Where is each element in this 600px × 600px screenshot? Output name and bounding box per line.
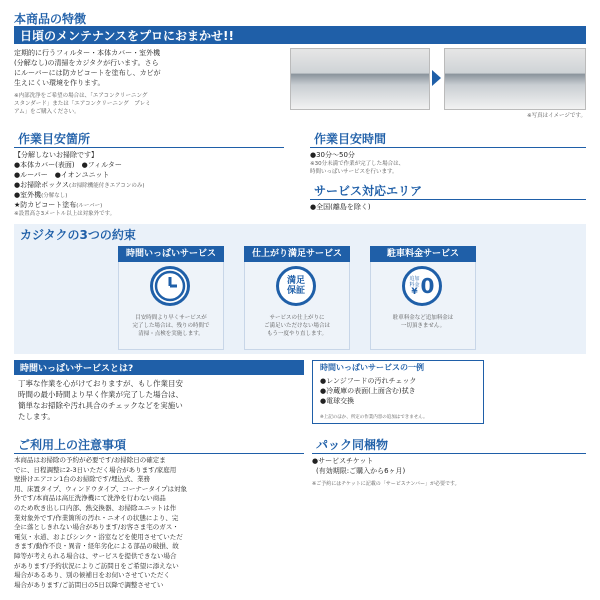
features-note-line: アム」をご購入ください。 <box>14 109 80 115</box>
features-desc-line: (分解なし)の清掃をカジタクが行います。さら <box>14 59 159 67</box>
notes-line: 本商品はお掃除の予約が必要です/お掃除日の確定ま <box>14 456 166 464</box>
notes-line: があります/予約状況によりご訪問日をご希望に添えない <box>14 561 179 570</box>
desc-line: 駐車料金など追加料金は <box>392 315 454 321</box>
areas-item-note: (ルーバー) <box>76 203 103 209</box>
example-item: ●レンジフードの汚れチェック <box>320 377 417 385</box>
time-note: ※30分未満で作業が完了した場合は、 <box>310 161 405 167</box>
time-block <box>310 150 586 176</box>
example-item: ●冷蔵庫の表面(上面含む)拭き <box>320 387 416 395</box>
aircon-photo-after <box>444 48 586 110</box>
full-time-heading: 時間いっぱいサービスとは? <box>20 364 134 374</box>
areas-install-note: ※設置高さ3メートル以上は対象外です。 <box>14 211 116 217</box>
areas-item <box>14 190 294 200</box>
photo-arrow-icon <box>432 70 441 86</box>
notes-body <box>14 456 306 590</box>
service-area-value: ●全国(離島を除く) <box>310 203 371 211</box>
desc-line: たします。 <box>18 412 55 421</box>
features-desc-line: 定期的に行うフィルター・本体カバー・室外機 <box>14 49 161 57</box>
areas-heading: 作業目安箇所 <box>14 130 284 148</box>
example-note: ※上記のほか、所定の作業内容の追加はできません。 <box>320 415 428 420</box>
desc-line: 完了した場合は、残りの時間で <box>132 323 210 329</box>
desc-line: サービスの仕上がりに <box>269 315 325 321</box>
notes-line: 電気・水道、およびシンク・浴室などを使用させていただ <box>14 532 183 541</box>
promise-card-title: 仕上がり満足サービス <box>244 246 350 262</box>
desc-line: 一切頂きません。 <box>400 323 446 329</box>
areas-subheading: 【分解しないお掃除です】 <box>14 151 98 159</box>
yen-zero-badge-icon <box>402 266 442 306</box>
promise-card-desc <box>118 314 224 338</box>
desc-line: 目安時間より早くサービスが <box>135 315 207 321</box>
notes-line: 場合があるあり、別の候補日をお伺いさせていただく <box>14 571 170 580</box>
example-item: ●電球交換 <box>320 397 355 405</box>
features-desc <box>14 48 284 88</box>
package-item: (有効期限:ご購入から6ヶ月) <box>316 467 406 475</box>
notes-heading: ご利用上の注意事項 <box>14 436 304 454</box>
desc-line: 簡単なお掃除や汚れ具合のチェックなどを実施い <box>18 401 183 410</box>
package-heading: パック同梱物 <box>312 436 586 454</box>
desc-line: 時間の最小時間より早く作業が完了した場合は、 <box>18 390 183 399</box>
service-area-heading: サービス対応エリア <box>310 182 586 200</box>
features-note-line: スタンダード」または「エアコンクリーニング プレミ <box>14 101 151 107</box>
notes-line: 用、床置タイプ、ウィンドウタイプ、コーナータイプは対象 <box>14 484 188 493</box>
notes-line: でに、日程調整に2-3日いただく場合があります/家庭用 <box>14 465 177 474</box>
desc-line: 丁寧な作業を心がけておりますが、もし作業目安 <box>18 379 183 388</box>
desc-line: もう一度やり直します。 <box>266 331 328 337</box>
areas-item-note: (お掃除機能付きエアコンのみ) <box>69 183 145 189</box>
photo-caption: ※写真はイメージです。 <box>526 113 586 119</box>
features-desc-line: にルーバーには防カビコートを塗布し、カビが <box>14 69 161 77</box>
promise-heading: カジタクの3つの約束 <box>20 228 136 242</box>
areas-item: ●本体カバー(表面) ●フィルター <box>14 161 122 169</box>
desc-line: 清掃・点検を実施します。 <box>138 331 204 337</box>
notes-line: 場合があります/ご訪問日の5日以降で調整させてい <box>14 580 164 589</box>
notes-line: きます/動作不良・異音・経年劣化による部品の破損、故 <box>14 542 179 551</box>
package-note: ※ご予約にはチケットに記載の「サービスナンバー」が必要です。 <box>312 481 460 487</box>
package-list <box>312 456 586 476</box>
notes-line: 壁掛けエアコン1台のお掃除です/埋込式、業務 <box>14 475 151 484</box>
promise-card-title: 駐車料金サービス <box>370 246 476 262</box>
desc-line: ご満足いただけない場合は <box>263 323 330 329</box>
areas-item-note: (分解なし) <box>41 193 68 199</box>
features-catch-bar <box>14 26 586 44</box>
features-catch: 日頃のメンテナンスをプロにおまかせ!! <box>20 28 234 43</box>
areas-item-label: ●室外機 <box>14 191 42 199</box>
areas-item <box>14 200 294 210</box>
badge-small-bottom: 料金 <box>409 281 420 288</box>
areas-item <box>14 180 294 190</box>
badge-yen: ¥ <box>411 286 418 297</box>
features-heading: 本商品の特徴 <box>14 12 87 26</box>
areas-item-label: ●お掃除ボックス <box>14 181 70 189</box>
example-heading: 時間いっぱいサービスの一例 <box>320 363 424 372</box>
full-time-desc <box>18 378 308 422</box>
features-note-line: ※内部洗浄をご希望の場合は、「エアコンクリーニング <box>14 93 148 99</box>
notes-line: 外です/本商品は高圧洗浄機にて洗浄を行わない商品 <box>14 494 166 503</box>
notes-line: のため吹き出し口内部、熱交換器、お掃除ユニットは作 <box>14 503 177 512</box>
clock-icon <box>150 266 190 306</box>
example-list <box>320 376 490 406</box>
promise-card-desc <box>244 314 350 338</box>
promise-card-title: 時間いっぱいサービス <box>118 246 224 262</box>
badge-bottom: 保証 <box>286 286 305 296</box>
badge-top: 満足 <box>286 276 305 286</box>
time-value: ●30分～50分 <box>310 151 355 159</box>
notes-line: 業対象外です/作業箇所の汚れ・ニオイの状態により、完 <box>14 513 179 522</box>
badge-small-top: 追加 <box>409 275 420 282</box>
features-note <box>14 92 284 116</box>
notes-line: 全に落としきれない場合があります/お客さま宅のガス・ <box>14 523 179 532</box>
areas-item: ●ルーバー ●イオンユニット <box>14 171 110 179</box>
areas-list <box>14 150 294 218</box>
time-heading: 作業目安時間 <box>310 130 586 148</box>
time-note: 時間いっぱいサービスを行います。 <box>310 169 398 175</box>
aircon-photo-before <box>290 48 430 110</box>
full-time-heading-bar <box>14 360 304 375</box>
satisfaction-badge-icon <box>276 266 316 306</box>
package-item: ●サービスチケット <box>312 457 374 465</box>
notes-line: 障等が考えられる場合は、サービスを提供できない場合 <box>14 551 177 560</box>
features-desc-line: 生えにくい環境を作ります。 <box>14 79 105 87</box>
areas-item-label: ★防カビコート塗布 <box>14 201 77 209</box>
badge-zero: 0 <box>420 274 435 298</box>
promise-card-desc <box>370 314 476 330</box>
